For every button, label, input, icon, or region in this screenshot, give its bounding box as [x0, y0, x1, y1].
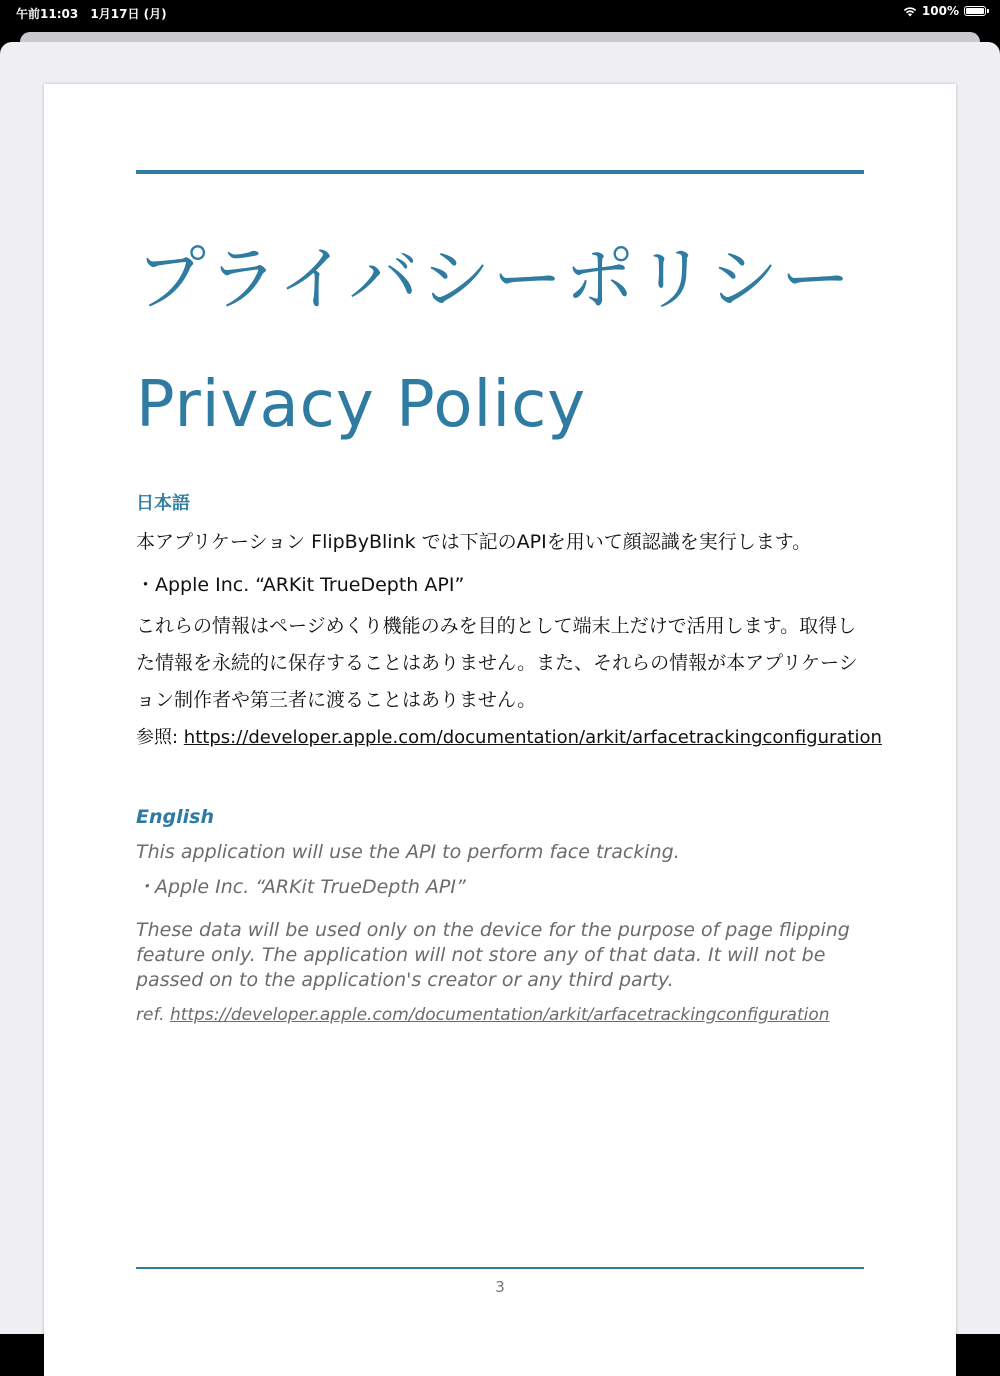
japanese-body: これらの情報はページめくり機能のみを目的として端末上だけで活用します。取得した情報を永続的に保存することはありません。また、それらの情報が本アプリケーション制作者や第三者に渡ることはありません。: [136, 615, 858, 711]
status-time: 午前11:03: [16, 7, 79, 21]
page-title-english: Privacy Policy: [136, 368, 587, 442]
english-ref-label: ref.: [136, 1005, 170, 1025]
document-viewer: [0, 42, 1000, 1334]
battery-fill: [966, 8, 984, 14]
english-reference: [136, 1002, 856, 1028]
japanese-ref-link[interactable]: https://developer.apple.com/documentation/arkit/arfacetrackingconfiguration: [183, 727, 882, 748]
english-body: These data will be used only on the device for the purpose of page flipping feature only. The application will not store any of that data. It will not be passed on to the application's creator or any third party.: [136, 919, 850, 991]
page-number: 3: [495, 1278, 505, 1296]
document-page: [44, 84, 956, 1376]
english-ref-link[interactable]: https://developer.apple.com/documentation/arkit/arfacetrackingconfiguration: [169, 1005, 830, 1025]
battery-percent: 100%: [921, 4, 959, 18]
bottom-rule: [136, 1267, 864, 1269]
english-api-item: ・Apple Inc. “ARKit TrueDepth API”: [136, 876, 466, 898]
status-bar: [0, 0, 1000, 26]
japanese-reference: [136, 724, 882, 752]
battery-icon: [964, 6, 986, 16]
status-date: 1月17日 (月): [90, 7, 167, 21]
japanese-ref-label: 参照:: [136, 727, 184, 748]
english-intro: This application will use the API to perform face tracking.: [136, 841, 680, 863]
battery-cap: [987, 9, 989, 13]
status-right: [903, 4, 986, 18]
page-title-japanese: プライバシーポリシー: [136, 238, 853, 320]
japanese-api-item: ・Apple Inc. “ARKit TrueDepth API”: [136, 574, 465, 596]
japanese-intro: 本アプリケーション FlipByBlink では下記のAPIを用いて顔認識を実行します。: [136, 531, 812, 553]
wifi-icon: [903, 6, 917, 17]
status-left: [16, 5, 175, 22]
japanese-heading: 日本語: [136, 493, 190, 514]
english-heading: English: [136, 806, 214, 828]
top-rule: [136, 170, 864, 174]
